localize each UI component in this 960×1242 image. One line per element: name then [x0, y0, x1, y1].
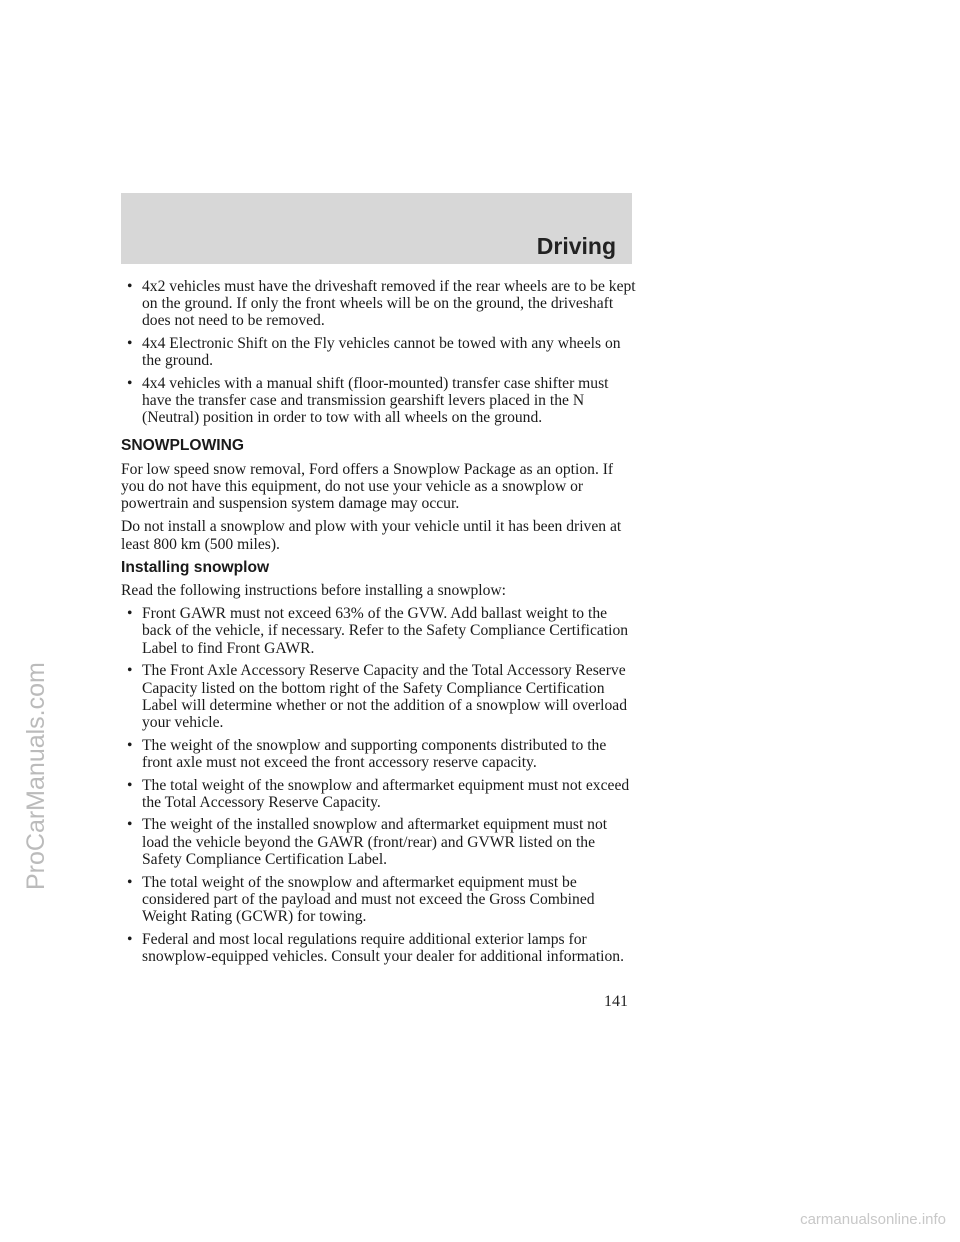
snowplowing-paragraph: For low speed snow removal, Ford offers a Snowplow Package as an option. If you do not have this equipment, do not use your vehicle as a snowplow or powertrain and suspension system damage may occur. [121, 460, 614, 513]
snowplowing-heading: SNOWPLOWING [121, 436, 245, 454]
bullet-icon: • [127, 335, 133, 353]
list-item: • 4x4 vehicles with a manual shift (floor-mounted) transfer case shifter must have the transfer case and transmission gearshift levers placed in the N (Neutral) position in order to tow with all wheels on the ground. [127, 375, 609, 427]
list-item: • 4x2 vehicles must have the driveshaft removed if the rear wheels are to be kept on the ground. If only the front wheels will be on the ground, the driveshaft does not need to be removed. [127, 278, 636, 330]
section-header-band [121, 193, 632, 264]
bullet-icon: • [127, 605, 133, 623]
page-content [121, 278, 636, 971]
list-item: • 4x4 Electronic Shift on the Fly vehicles cannot be towed with any wheels on the ground. [127, 335, 621, 370]
list-item: • Front GAWR must not exceed 63% of the GVW. Add ballast weight to the back of the vehicle, if necessary. Refer to the Safety Compliance Certification Label to find Front GAWR. [127, 605, 629, 657]
list-item: • The Front Axle Accessory Reserve Capacity and the Total Accessory Reserve Capacity listed on the bottom right of the Safety Compliance Certification Label will determine whether or not the addition of a snowplow will overload your vehicle. [127, 662, 628, 731]
list-item: • The total weight of the snowplow and aftermarket equipment must not exceed the Total Accessory Reserve Capacity. [127, 776, 630, 811]
installing-intro: Read the following instructions before installing a snowplow: [121, 582, 507, 600]
side-watermark: ProCarManuals.com [22, 662, 50, 890]
bullet-icon: • [127, 736, 133, 754]
installing-snowplow-heading: Installing snowplow [121, 558, 270, 576]
list-item: • The weight of the snowplow and supporting components distributed to the front axle must not exceed the front accessory reserve capacity. [127, 736, 607, 771]
bullet-icon: • [127, 776, 133, 794]
bullet-icon: • [127, 278, 133, 295]
bullet-icon: • [127, 816, 133, 834]
list-item: • The total weight of the snowplow and aftermarket equipment must be considered part of the payload and must not exceed the Gross Combined Weight Rating (GCWR) for towing. [127, 873, 595, 925]
list-item: • Federal and most local regulations require additional exterior lamps for snowplow-equipped vehicles. Consult your dealer for additional information. [127, 930, 624, 965]
bottom-watermark: carmanualsonline.info [800, 1211, 946, 1228]
towing-bullet-list [121, 278, 636, 427]
list-item: • The weight of the installed snowplow and aftermarket equipment must not load the vehicle beyond the GAWR (front/rear) and GVWR listed on the Safety Compliance Certification Label. [127, 816, 608, 868]
bullet-icon: • [127, 930, 133, 948]
bullet-icon: • [127, 662, 133, 680]
installing-bullet-list [121, 605, 636, 965]
section-title: Driving [536, 233, 616, 259]
bullet-icon: • [127, 375, 133, 393]
page-number: 141 [604, 993, 628, 1010]
snowplowing-paragraph: Do not install a snowplow and plow with your vehicle until it has been driven at least 800 km (500 miles). [121, 518, 622, 553]
bullet-icon: • [127, 873, 133, 891]
